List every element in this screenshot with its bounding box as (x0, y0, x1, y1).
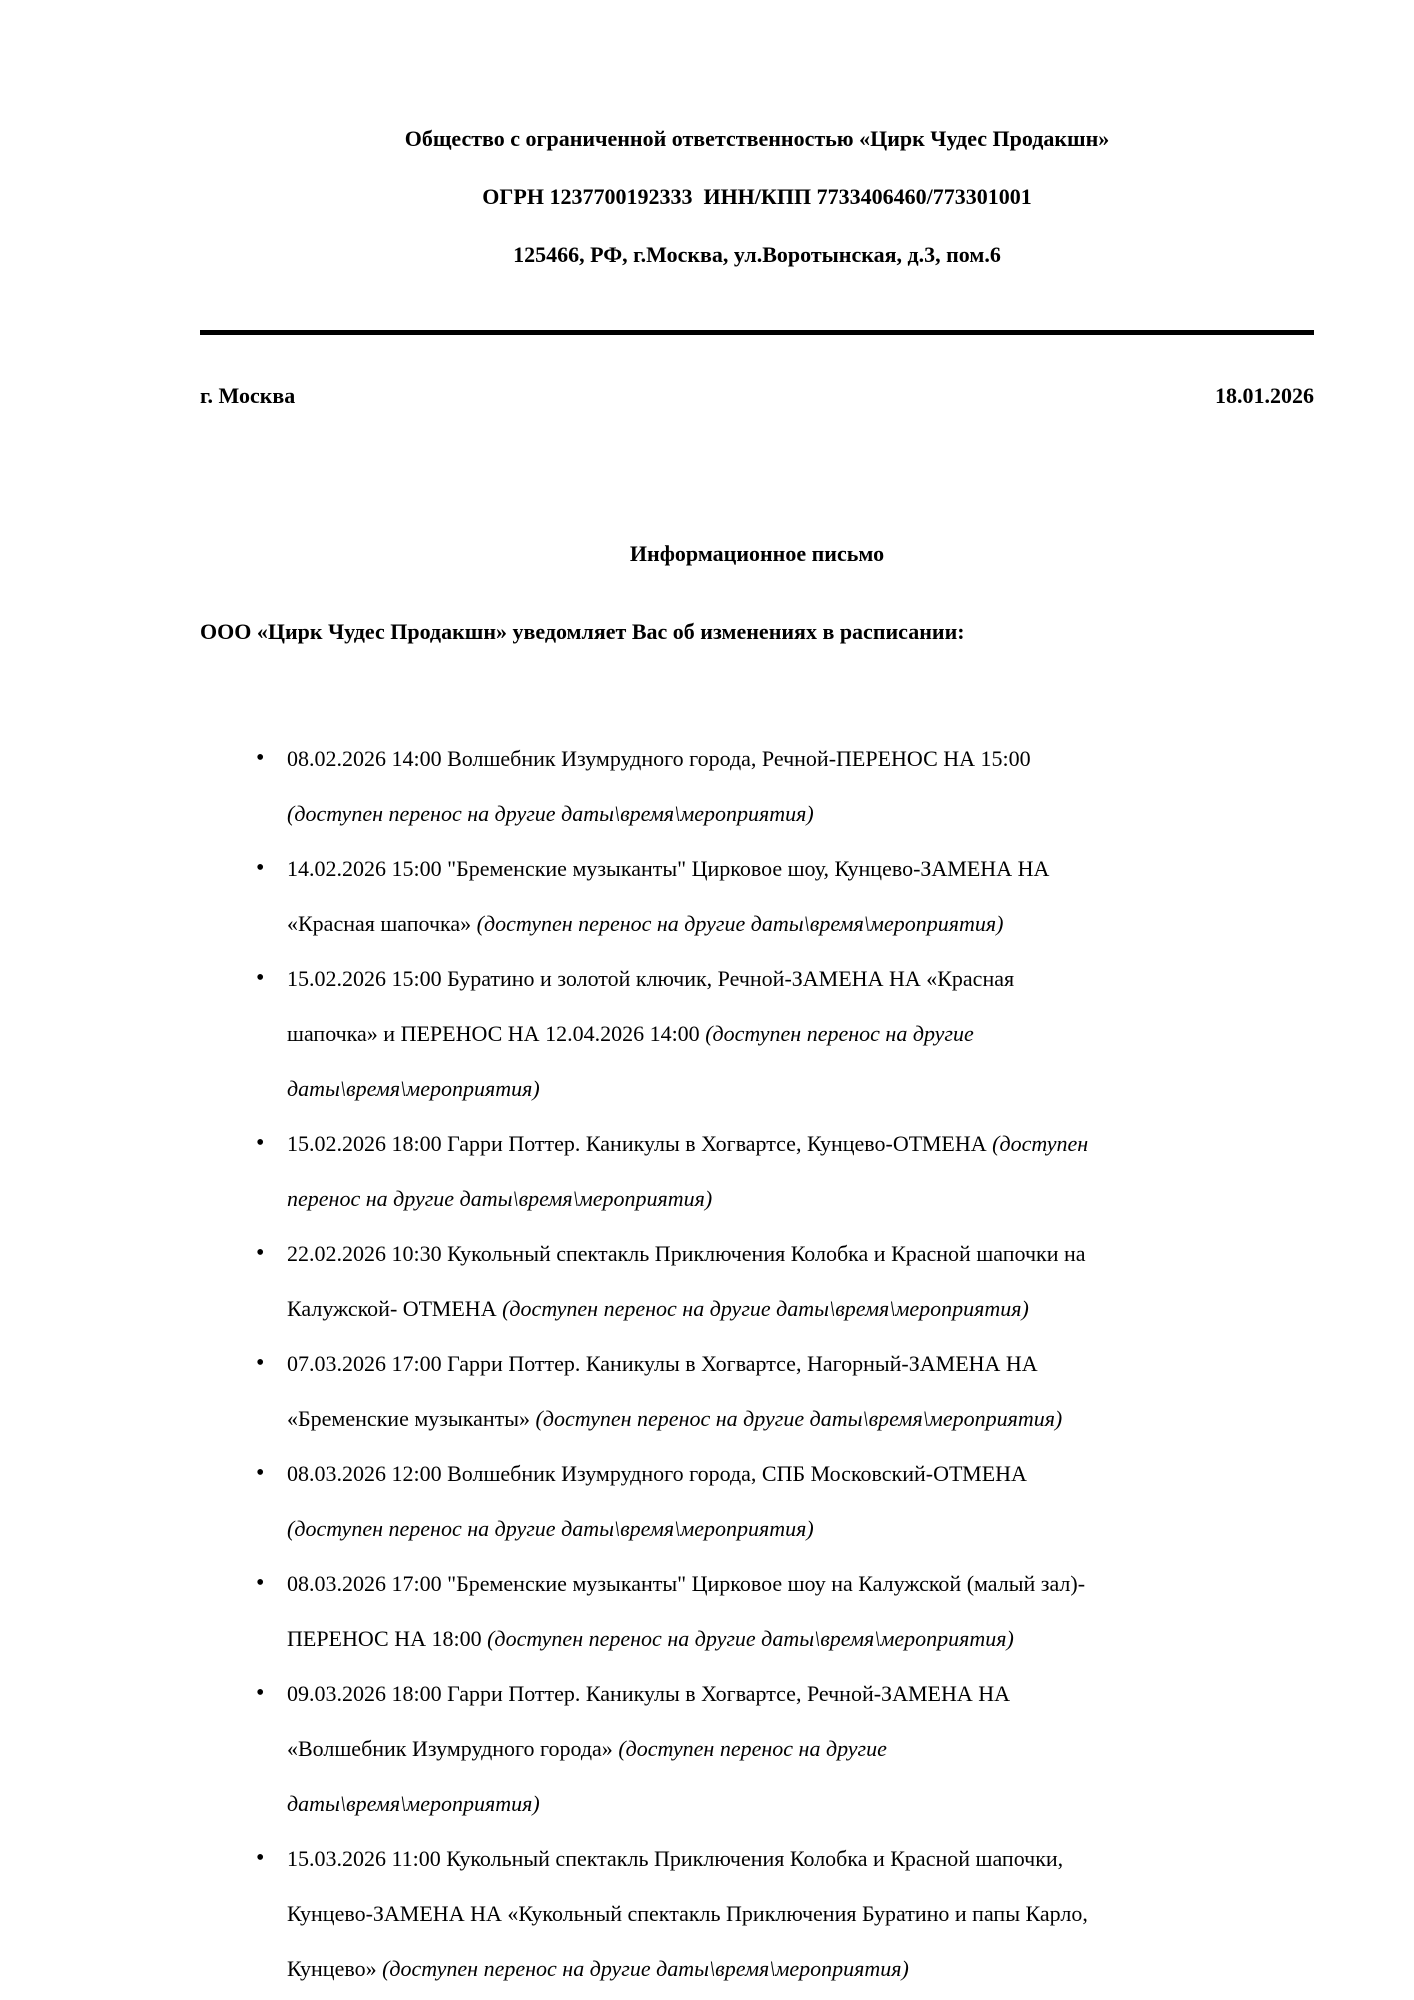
schedule-list (200, 731, 1314, 1996)
event-text: 15.02.2026 18:00 Гарри Поттер. Каникулы в Хогвартсе, Кунцево-ОТМЕНА (287, 1131, 993, 1156)
list-item (287, 1556, 1107, 1666)
list-item (287, 1336, 1107, 1446)
list-item (287, 1446, 1107, 1556)
event-note: (доступен перенос на другие даты\время\мероприятия) (287, 1131, 1089, 1211)
event-text: 14.02.2026 15:00 "Бременские музыканты" Цирковое шоу, Кунцево-ЗАМЕНА НА «Красная шапочка» (287, 856, 1050, 936)
event-note: (доступен перенос на другие даты\время\мероприятия) (287, 1736, 887, 1816)
event-text: 08.03.2026 17:00 "Бременские музыканты" Цирковое шоу на Калужской (малый зал)-ПЕРЕНОС НА 18:00 (287, 1571, 1086, 1651)
event-note: (доступен перенос на другие даты\время\мероприятия) (287, 801, 814, 826)
event-note: (доступен перенос на другие даты\время\мероприятия) (287, 1516, 814, 1541)
event-text: 15.02.2026 15:00 Буратино и золотой ключик, Речной-ЗАМЕНА НА «Красная шапочка» и ПЕРЕНОС НА 12.04.2026 14:00 (287, 966, 1015, 1046)
event-note: (доступен перенос на другие даты\время\мероприятия) (476, 911, 1004, 936)
event-note: (доступен перенос на другие даты\время\мероприятия) (487, 1626, 1014, 1651)
page-title: Информационное письмо (629, 541, 885, 566)
intro-text: ООО «Цирк Чудес Продакшн» уведомляет Вас об изменениях в расписании: (200, 619, 965, 644)
event-text: 22.02.2026 10:30 Кукольный спектакль Приключения Колобка и Красной шапочки на Калужской- ОТМЕНА (287, 1241, 1086, 1321)
city-label: г. Москва (200, 383, 296, 408)
event-note: (доступен перенос на другие даты\время\мероприятия) (287, 1021, 974, 1101)
event-text: 08.03.2026 12:00 Волшебник Изумрудного города, СПБ Московский-ОТМЕНА (287, 1461, 1027, 1486)
event-text: 07.03.2026 17:00 Гарри Поттер. Каникулы в Хогвартсе, Нагорный-ЗАМЕНА НА «Бременские музыканты» (287, 1351, 1038, 1431)
list-item (287, 1666, 1107, 1831)
date-label: 18.01.2026 (1215, 383, 1314, 408)
event-note: (доступен перенос на другие даты\время\мероприятия) (535, 1406, 1063, 1431)
letterhead (200, 110, 1314, 284)
list-item (287, 1226, 1107, 1336)
event-note: (доступен перенос на другие даты\время\мероприятия) (382, 1956, 909, 1981)
event-text: 09.03.2026 18:00 Гарри Поттер. Каникулы в Хогвартсе, Речной-ЗАМЕНА НА «Волшебник Изумрудного города» (287, 1681, 1011, 1761)
event-note: (доступен перенос на другие даты\время\мероприятия) (502, 1296, 1029, 1321)
divider-line (200, 330, 1314, 335)
event-text: 08.02.2026 14:00 Волшебник Изумрудного города, Речной-ПЕРЕНОС НА 15:00 (287, 746, 1031, 771)
company-registration: ОГРН 1237700192333 ИНН/КПП 7733406460/773301001 (482, 184, 1032, 209)
list-item (287, 1116, 1107, 1226)
list-item (287, 951, 1107, 1116)
company-name: Общество с ограниченной ответственностью «Цирк Чудес Продакшн» (404, 126, 1110, 151)
event-text: 15.03.2026 11:00 Кукольный спектакль Приключения Колобка и Красной шапочки, Кунцево-ЗАМЕНА НА «Кукольный спектакль Приключения Буратино и папы Карло, Кунцево» (287, 1846, 1088, 1981)
meta-row (200, 381, 1314, 411)
company-address: 125466, РФ, г.Москва, ул.Воротынская, д.3, пом.6 (513, 242, 1001, 267)
list-item (287, 731, 1107, 841)
list-item (287, 841, 1107, 951)
list-item (287, 1831, 1107, 1996)
